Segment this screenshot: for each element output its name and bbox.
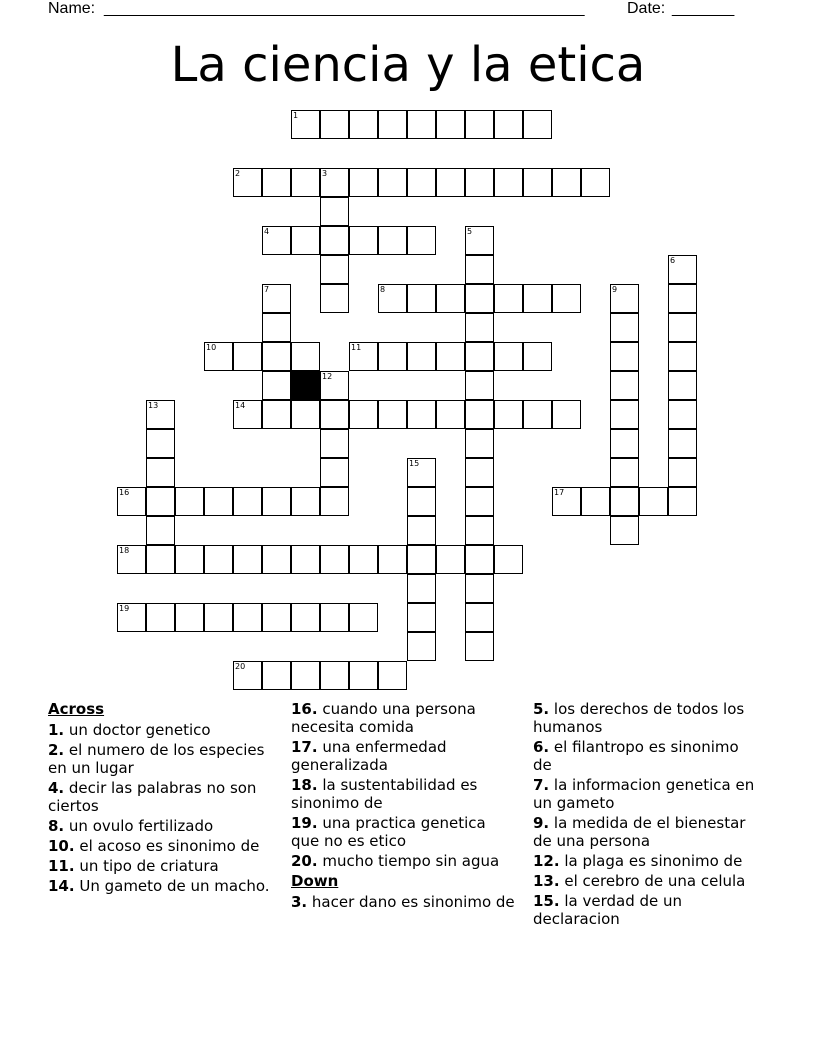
clue-text: la informacion genetica en un gameto [533,776,755,812]
cell-number: 13 [148,401,159,410]
grid-cell[interactable] [320,284,349,313]
page-title: La ciencia y la etica [170,37,646,93]
grid-cell[interactable] [668,371,697,400]
down-heading: Down [291,872,339,890]
grid-cell[interactable] [407,226,436,255]
clue-number: 16. [291,700,318,718]
grid-cell[interactable] [378,284,407,313]
grid-cell[interactable] [581,487,610,516]
grid-cell[interactable] [349,603,378,632]
clue-text: el filantropo es sinonimo de [533,738,739,774]
grid-cell[interactable] [465,487,494,516]
down-clues-part-1 [291,893,516,911]
grid-cell[interactable] [610,400,639,429]
across-clues-part-2 [291,700,516,870]
grid-cell[interactable] [291,226,320,255]
grid-cell[interactable] [436,110,465,139]
grid-cell[interactable] [494,545,523,574]
clue-text: el numero de los especies en un lugar [48,741,265,777]
grid-cell[interactable] [320,168,349,197]
grid-cell[interactable] [320,603,349,632]
grid-cell[interactable] [204,603,233,632]
grid-cell[interactable] [465,313,494,342]
grid-cell[interactable] [262,226,291,255]
cell-number: 18 [119,546,130,555]
across-clue [48,877,273,895]
grid-cell[interactable] [378,110,407,139]
cell-number: 5 [467,227,473,236]
grid-cell[interactable] [436,284,465,313]
grid-cell[interactable] [465,516,494,545]
grid-cell[interactable] [465,255,494,284]
grid-cell[interactable] [117,487,146,516]
clue-number: 6. [533,738,550,756]
grid-cell[interactable] [262,284,291,313]
date-field[interactable]: _______ [672,0,735,17]
grid-cell[interactable] [610,458,639,487]
grid-cell[interactable] [146,429,175,458]
grid-cell[interactable] [233,661,262,690]
grid-cell[interactable] [668,429,697,458]
cell-number: 11 [351,343,362,352]
grid-cell[interactable] [494,400,523,429]
grid-cell[interactable] [175,487,204,516]
clue-text: la medida de el bienestar de una persona [533,814,746,850]
down-clue [533,852,758,870]
grid-cell[interactable] [262,313,291,342]
grid-cell[interactable] [204,487,233,516]
cell-number: 12 [322,372,333,381]
grid-cell[interactable] [407,632,436,661]
clue-text: un doctor genetico [64,721,211,739]
grid-cell[interactable] [494,342,523,371]
grid-cell[interactable] [291,603,320,632]
grid-cell[interactable] [465,545,494,574]
down-clue [291,893,516,911]
grid-cell[interactable] [494,284,523,313]
grid-cell[interactable] [407,110,436,139]
grid-cell[interactable] [407,516,436,545]
grid-cell[interactable] [349,226,378,255]
cell-number: 3 [322,169,328,178]
cell-number: 8 [380,285,386,294]
grid-cell[interactable] [262,545,291,574]
grid-cell[interactable] [465,342,494,371]
clue-number: 13. [533,872,560,890]
grid-cell[interactable] [349,400,378,429]
grid-cell[interactable] [436,545,465,574]
across-clue [291,852,516,870]
grid-cell[interactable] [494,110,523,139]
grid-cell[interactable] [320,545,349,574]
grid-cell[interactable] [291,487,320,516]
grid-cell[interactable] [465,429,494,458]
cell-number: 20 [235,662,246,671]
clue-text: hacer dano es sinonimo de [307,893,515,911]
name-field[interactable]: ______________________________________________________ [104,0,585,17]
grid-cell[interactable] [610,313,639,342]
grid-cell[interactable] [291,400,320,429]
across-clue [291,700,516,736]
clue-number: 11. [48,857,75,875]
clue-text: una enfermedad generalizada [291,738,447,774]
across-heading: Across [48,700,105,718]
grid-cell[interactable] [320,400,349,429]
grid-cell[interactable] [407,400,436,429]
across-clue [48,741,273,777]
grid-cell[interactable] [291,545,320,574]
grid-cell[interactable] [668,284,697,313]
grid-cell[interactable] [204,342,233,371]
clue-number: 4. [48,779,65,797]
clue-number: 3. [291,893,308,911]
across-clue [291,776,516,812]
clue-number: 1. [48,721,65,739]
clue-number: 10. [48,837,75,855]
clue-number: 2. [48,741,65,759]
grid-cell[interactable] [552,168,581,197]
grid-cell[interactable] [668,255,697,284]
across-clue [48,817,273,835]
grid-cell[interactable] [146,516,175,545]
grid-cell[interactable] [610,429,639,458]
grid-cell[interactable] [668,313,697,342]
down-clue [533,814,758,850]
grid-cell[interactable] [494,168,523,197]
clue-text: cuando una persona necesita comida [291,700,476,736]
cell-number: 10 [206,343,217,352]
grid-cell[interactable] [610,371,639,400]
grid-cell[interactable] [262,603,291,632]
grid-cell[interactable] [320,197,349,226]
grid-cell[interactable] [349,661,378,690]
clue-text: la verdad de un declaracion [533,892,683,928]
grid-cell[interactable] [668,487,697,516]
grid-cell[interactable] [233,603,262,632]
clue-number: 5. [533,700,550,718]
grid-cell[interactable] [117,603,146,632]
cell-number: 7 [264,285,270,294]
grid-cell[interactable] [146,487,175,516]
grid-cell[interactable] [320,487,349,516]
grid-cell[interactable] [610,487,639,516]
grid-cell[interactable] [610,284,639,313]
clue-number: 18. [291,776,318,794]
down-clue [533,738,758,774]
cell-number: 9 [612,285,618,294]
cell-number: 14 [235,401,246,410]
grid-cell[interactable] [262,487,291,516]
down-clue [533,776,758,812]
clue-text: Un gameto de un macho. [74,877,270,895]
clue-number: 19. [291,814,318,832]
grid-cell[interactable] [233,342,262,371]
grid-cell[interactable] [320,429,349,458]
grid-cell[interactable] [465,574,494,603]
grid-cell[interactable] [175,545,204,574]
cell-number: 4 [264,227,270,236]
clue-text: un tipo de criatura [74,857,219,875]
grid-cell[interactable] [407,603,436,632]
down-clues-part-2 [533,700,758,928]
grid-cell[interactable] [262,168,291,197]
clue-text: la plaga es sinonimo de [559,852,743,870]
grid-cell[interactable] [146,545,175,574]
clue-text: la sustentabilidad es sinonimo de [291,776,478,812]
black-cell [291,371,320,400]
grid-cell[interactable] [465,632,494,661]
grid-cell[interactable] [320,661,349,690]
grid-cell[interactable] [378,400,407,429]
clues-column-1 [48,700,273,897]
grid-cell[interactable] [146,458,175,487]
grid-cell[interactable] [436,168,465,197]
grid-cell[interactable] [262,371,291,400]
grid-cell[interactable] [523,168,552,197]
grid-cell[interactable] [465,400,494,429]
name-label: Name: [48,0,96,17]
clues-column-2 [291,700,516,913]
grid-cell[interactable] [523,400,552,429]
grid-cell[interactable] [436,342,465,371]
grid-cell[interactable] [378,168,407,197]
grid-cell[interactable] [465,458,494,487]
grid-cell[interactable] [291,661,320,690]
grid-cell[interactable] [320,110,349,139]
grid-cell[interactable] [610,516,639,545]
cell-number: 2 [235,169,241,178]
grid-cell[interactable] [320,371,349,400]
across-clue [48,837,273,855]
down-clue [533,700,758,736]
grid-cell[interactable] [407,284,436,313]
grid-cell[interactable] [407,342,436,371]
across-clue [48,721,273,739]
clue-text: decir las palabras no son ciertos [48,779,257,815]
across-clues-part-1 [48,721,273,895]
grid-cell[interactable] [233,487,262,516]
date-label: Date: [627,0,666,17]
grid-cell[interactable] [146,603,175,632]
grid-cell[interactable] [465,284,494,313]
grid-cell[interactable] [262,661,291,690]
grid-cell[interactable] [378,342,407,371]
grid-cell[interactable] [349,545,378,574]
clue-text: un ovulo fertilizado [64,817,214,835]
grid-cell[interactable] [320,255,349,284]
down-clue [533,872,758,890]
clue-number: 9. [533,814,550,832]
across-clue [48,779,273,815]
cell-number: 19 [119,604,130,613]
grid-cell[interactable] [465,110,494,139]
clue-number: 15. [533,892,560,910]
grid-cell[interactable] [117,545,146,574]
clue-text: el acoso es sinonimo de [74,837,260,855]
grid-cell[interactable] [233,168,262,197]
clue-text: los derechos de todos los humanos [533,700,745,736]
clue-number: 14. [48,877,75,895]
grid-cell[interactable] [378,545,407,574]
across-clue [291,738,516,774]
clue-text: una practica genetica que no es etico [291,814,486,850]
grid-cell[interactable] [378,226,407,255]
grid-cell[interactable] [668,458,697,487]
grid-cell[interactable] [523,342,552,371]
grid-cell[interactable] [262,342,291,371]
grid-cell[interactable] [581,168,610,197]
grid-cell[interactable] [523,110,552,139]
grid-cell[interactable] [465,371,494,400]
grid-cell[interactable] [465,603,494,632]
grid-cell[interactable] [523,284,552,313]
grid-cell[interactable] [262,400,291,429]
grid-cell[interactable] [233,400,262,429]
across-clue [48,857,273,875]
grid-cell[interactable] [407,458,436,487]
grid-cell[interactable] [407,168,436,197]
cell-number: 15 [409,459,420,468]
grid-cell[interactable] [378,661,407,690]
grid-cell[interactable] [407,487,436,516]
grid-cell[interactable] [204,545,233,574]
grid-cell[interactable] [465,168,494,197]
grid-cell[interactable] [668,400,697,429]
clue-number: 7. [533,776,550,794]
grid-cell[interactable] [552,284,581,313]
grid-cell[interactable] [407,545,436,574]
clue-text: mucho tiempo sin agua [317,852,500,870]
grid-cell[interactable] [552,487,581,516]
grid-cell[interactable] [146,400,175,429]
clue-number: 12. [533,852,560,870]
grid-cell[interactable] [552,400,581,429]
grid-cell[interactable] [349,342,378,371]
grid-cell[interactable] [349,110,378,139]
grid-cell[interactable] [610,342,639,371]
down-clue [533,892,758,928]
cell-number: 17 [554,488,565,497]
clue-number: 17. [291,738,318,756]
grid-cell[interactable] [436,400,465,429]
grid-cell[interactable] [639,487,668,516]
clue-number: 20. [291,852,318,870]
cell-number: 1 [293,111,299,120]
clue-text: el cerebro de una celula [559,872,746,890]
grid-cell[interactable] [291,342,320,371]
grid-cell[interactable] [320,458,349,487]
across-clue [291,814,516,850]
grid-cell[interactable] [668,342,697,371]
grid-cell[interactable] [291,168,320,197]
grid-cell[interactable] [465,226,494,255]
grid-cell[interactable] [320,226,349,255]
grid-cell[interactable] [175,603,204,632]
grid-cell[interactable] [291,110,320,139]
grid-cell[interactable] [349,168,378,197]
cell-number: 16 [119,488,130,497]
grid-cell[interactable] [233,545,262,574]
cell-number: 6 [670,256,676,265]
clue-number: 8. [48,817,65,835]
clues-column-3 [533,700,758,930]
grid-cell[interactable] [407,574,436,603]
